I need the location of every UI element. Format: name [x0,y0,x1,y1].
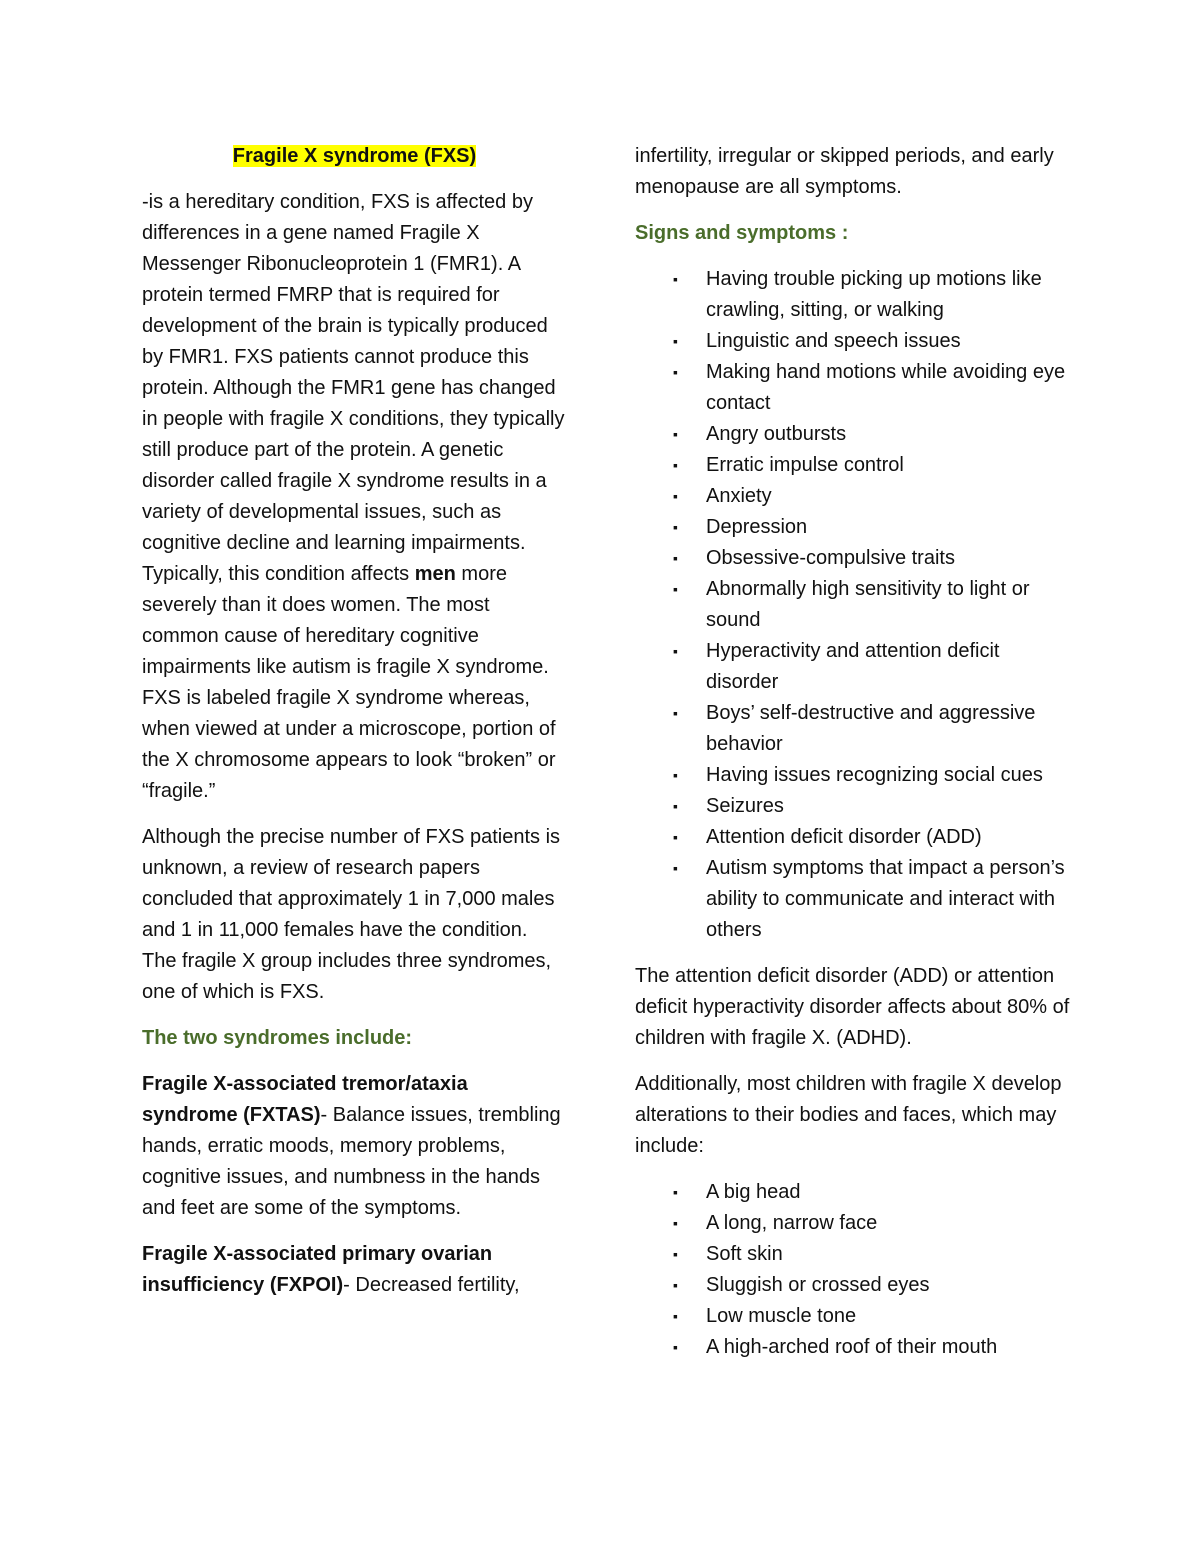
symptom-item-text: Boys’ self-destructive and aggressive behavior [706,702,1036,755]
fxtas-description: - Balance issues, trembling hands, erratic moods, memory problems, cognitive issues, and numbness in the hands and feet are some of the symptoms. [142,1104,561,1219]
physical-intro: Additionally, most children with fragile X develop alterations to their bodies and faces, which may include: [635,1073,1062,1157]
physical-feature-list [635,1177,1070,1363]
symptom-item [635,481,1070,512]
symptom-item [635,822,1070,853]
square-bullet-icon: ▪ [673,860,678,876]
signs-heading: Signs and symptoms : [635,222,849,244]
square-bullet-icon: ▪ [673,271,678,287]
two-syndromes-heading: The two syndromes include: [142,1027,413,1049]
symptom-item-text: Attention deficit disorder (ADD) [706,826,982,848]
square-bullet-icon: ▪ [673,798,678,814]
document-title [142,141,567,172]
square-bullet-icon: ▪ [673,457,678,473]
symptom-item-text: Having trouble picking up motions like crawling, sitting, or walking [706,268,1042,321]
square-bullet-icon: ▪ [673,488,678,504]
feature-item [635,1177,1070,1208]
symptom-item [635,450,1070,481]
prevalence-paragraph: Although the precise number of FXS patients is unknown, a review of research papers concluded that approximately 1 in 7,000 males and 1 in 11,000 females have the condition. The fragile X group includes three syndromes, one of which is FXS. [142,826,561,1003]
feature-item-text: A big head [706,1181,801,1203]
square-bullet-icon: ▪ [673,1339,678,1355]
fxtas-paragraph [142,1069,567,1224]
intro-text-1: -is a hereditary condition, FXS is affected by differences in a gene named Fragile X Messenger Ribonucleoprotein 1 (FMR1). A protein termed FMRP that is required for development of the brain is typically produced by FMR1. FXS patients cannot produce this protein. Although the FMR1 gene has changed in people with fragile X conditions, they typically still produce part of the protein. A genetic disorder called fragile X syndrome results in a variety of developmental issues, such as cognitive decline and learning impairments. Typically, this condition affects [142,191,565,585]
symptom-item [635,419,1070,450]
symptom-item-text: Anxiety [706,485,772,507]
symptom-list [635,264,1070,946]
square-bullet-icon: ▪ [673,1246,678,1262]
fxpoi-description: - Decreased fertility, [343,1274,520,1296]
feature-item [635,1239,1070,1270]
symptom-item [635,357,1070,419]
right-column [635,141,1070,1378]
square-bullet-icon: ▪ [673,829,678,845]
feature-item-text: Soft skin [706,1243,783,1265]
fxpoi-continued: infertility, irregular or skipped periods, and early menopause are all symptoms. [635,145,1054,198]
square-bullet-icon: ▪ [673,426,678,442]
square-bullet-icon: ▪ [673,1215,678,1231]
fxpoi-name: Fragile X-associated primary ovarian insufficiency (FXPOI) [142,1243,493,1296]
intro-text-2: more severely than it does women. The most common cause of hereditary cognitive impairments like autism is fragile X syndrome. FXS is labeled fragile X syndrome whereas, when viewed at under a microscope, portion of the X chromosome appears to look “broken” or “fragile.” [142,563,556,802]
symptom-item-text: Obsessive-compulsive traits [706,547,955,569]
symptom-item-text: Linguistic and speech issues [706,330,961,352]
symptom-item-text: Making hand motions while avoiding eye contact [706,361,1066,414]
square-bullet-icon: ▪ [673,643,678,659]
title-highlight: Fragile X syndrome (FXS) [232,145,477,167]
symptom-item-text: Having issues recognizing social cues [706,764,1043,786]
symptom-item [635,853,1070,946]
symptom-item [635,326,1070,357]
symptom-item-text: Erratic impulse control [706,454,904,476]
square-bullet-icon: ▪ [673,519,678,535]
intro-bold-word: men [414,563,456,585]
square-bullet-icon: ▪ [673,581,678,597]
feature-item-text: A long, narrow face [706,1212,878,1234]
feature-item [635,1270,1070,1301]
square-bullet-icon: ▪ [673,1308,678,1324]
square-bullet-icon: ▪ [673,550,678,566]
feature-item-text: Low muscle tone [706,1305,857,1327]
square-bullet-icon: ▪ [673,705,678,721]
symptom-item-text: Angry outbursts [706,423,847,445]
symptom-item [635,698,1070,760]
feature-item [635,1208,1070,1239]
symptom-item [635,760,1070,791]
left-column [142,141,567,1316]
symptom-item [635,264,1070,326]
feature-item-text: Sluggish or crossed eyes [706,1274,930,1296]
symptom-item-text: Autism symptoms that impact a person’s ability to communicate and interact with others [706,857,1065,941]
intro-paragraph [142,187,567,807]
symptom-item [635,636,1070,698]
symptom-item [635,574,1070,636]
feature-item [635,1332,1070,1363]
symptom-item-text: Seizures [706,795,784,817]
feature-item [635,1301,1070,1332]
square-bullet-icon: ▪ [673,364,678,380]
symptom-item-text: Abnormally high sensitivity to light or sound [706,578,1030,631]
square-bullet-icon: ▪ [673,767,678,783]
square-bullet-icon: ▪ [673,333,678,349]
symptom-item [635,512,1070,543]
symptom-item-text: Hyperactivity and attention deficit disorder [706,640,1000,693]
square-bullet-icon: ▪ [673,1184,678,1200]
symptom-item-text: Depression [706,516,808,538]
fxpoi-paragraph [142,1239,567,1301]
add-paragraph: The attention deficit disorder (ADD) or attention deficit hyperactivity disorder affects about 80% of children with fragile X. (ADHD). [635,965,1070,1049]
symptom-item [635,791,1070,822]
feature-item-text: A high-arched roof of their mouth [706,1336,998,1358]
symptom-item [635,543,1070,574]
square-bullet-icon: ▪ [673,1277,678,1293]
fxtas-name: Fragile X-associated tremor/ataxia syndrome (FXTAS) [142,1073,468,1126]
